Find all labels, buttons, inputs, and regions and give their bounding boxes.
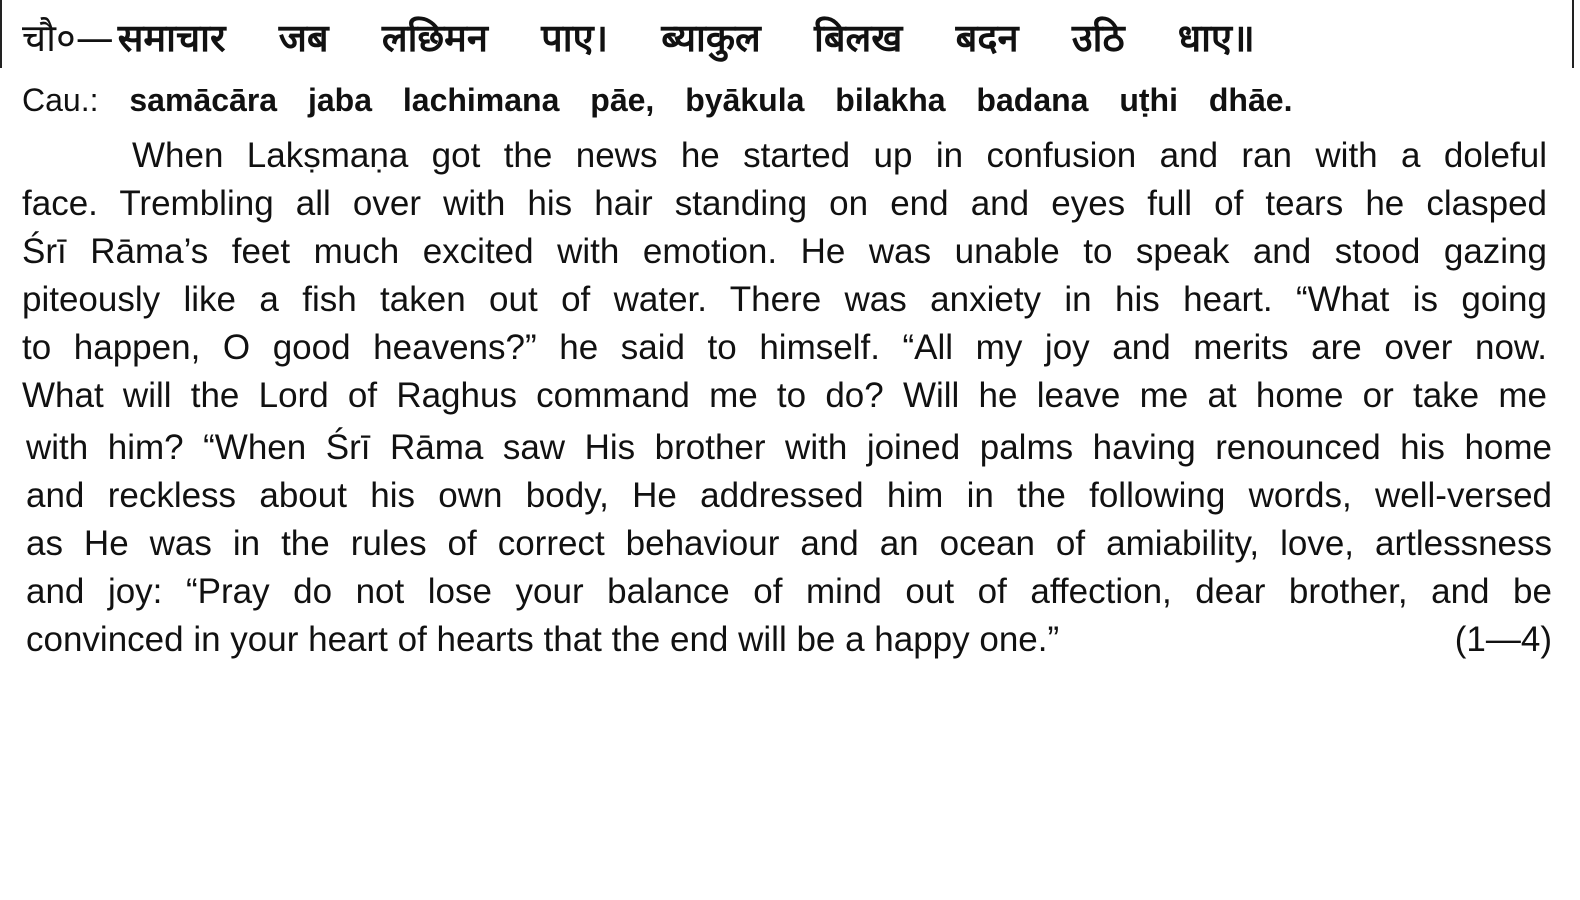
translation-line: convinced in your heart of hearts that the end will be a happy one.” [26, 620, 1060, 659]
right-border-line [1572, 0, 1574, 68]
translation-paragraph-1 [22, 132, 1547, 420]
verse-text-devanagari: समाचार जब लछिमन पाए। ब्याकुल बिलख बदन उठि धाए॥ [117, 16, 1255, 60]
translation-paragraph-2 [26, 424, 1552, 664]
transliteration-verse [22, 78, 1292, 122]
translation-line: piteously like a fish taken out of water. There was anxiety in his heart. “What is going [22, 280, 1547, 319]
translation-line: face. Trembling all over with his hair standing on end and eyes full of tears he clasped [22, 184, 1547, 223]
translation-line: as He was in the rules of correct behaviour and an ocean of amiability, love, artlessness [26, 524, 1552, 563]
verse-prefix-devanagari: चौ०— [22, 16, 114, 60]
translation-line: and joy: “Pray do not lose your balance of mind out of affection, dear brother, and be [26, 572, 1552, 611]
left-border-line [0, 0, 2, 68]
translation-line: to happen, O good heavens?” he said to himself. “All my joy and merits are over now. [22, 328, 1547, 367]
translation-line: What will the Lord of Raghus command me to do? Will he leave me at home or take me [22, 376, 1547, 415]
verse-text-translit: samācāra jaba lachimana pāe, byākula bilakha badana uṭhi dhāe. [129, 82, 1293, 118]
translation-line: Śrī Rāma’s feet much excited with emotion. He was unable to speak and stood gazing [22, 232, 1547, 271]
translation-line: with him? “When Śrī Rāma saw His brother with joined palms having renounced his home [26, 428, 1552, 467]
devanagari-verse [22, 12, 1402, 64]
translation-last-line [26, 616, 1552, 664]
translation-line: When Lakṣmaṇa got the news he started up in confusion and ran with a doleful [132, 136, 1547, 175]
translation-line: and reckless about his own body, He addressed him in the following words, well-versed [26, 476, 1552, 515]
verse-reference: (1—4) [1454, 620, 1552, 659]
verse-prefix-translit: Cau.: [22, 82, 99, 118]
